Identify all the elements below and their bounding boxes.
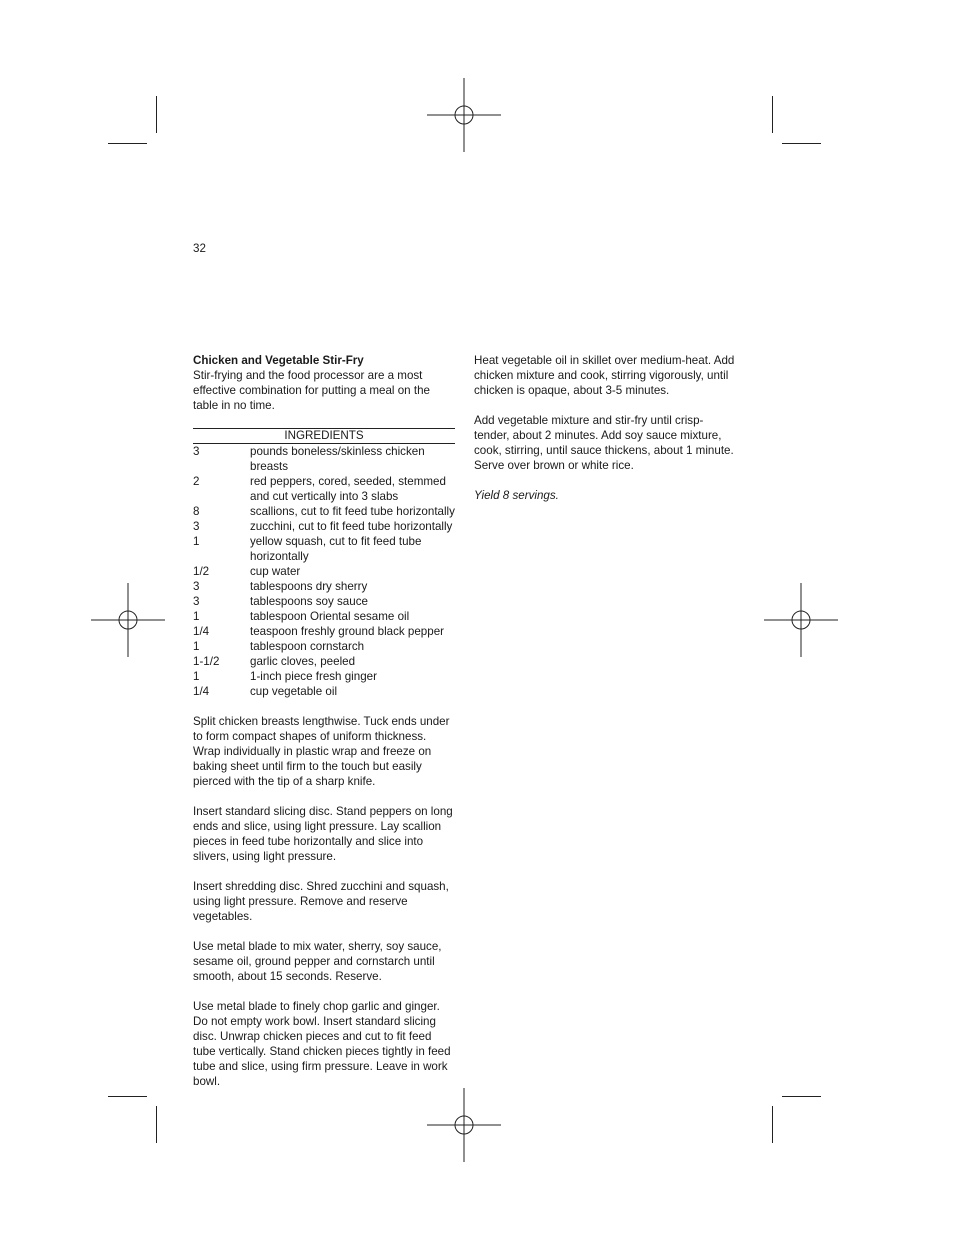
- ingredient-quantity: 1: [193, 610, 200, 623]
- ingredient-quantity: 1: [193, 670, 200, 683]
- ingredient-row: [193, 654, 455, 669]
- ingredient-description: scallions, cut to fit feed tube horizontally: [250, 505, 455, 518]
- instruction-paragraph: Use metal blade to finely chop garlic and ginger. Do not empty work bowl. Insert standard slicing disc. Unwrap chicken pieces and cut to fit feed tube vertically. Stand chicken pieces tightly in feed tube and slice, using firm pressure. Leave in work bowl.: [193, 1000, 451, 1088]
- ingredient-row: [193, 564, 455, 579]
- ingredient-description: zucchini, cut to fit feed tube horizontally: [250, 520, 453, 533]
- crop-mark-bottom-right-vertical: [772, 1106, 773, 1143]
- ingredient-quantity: 1: [193, 535, 200, 548]
- crop-mark-bottom-left-vertical: [156, 1106, 157, 1143]
- ingredient-row: [193, 444, 455, 474]
- ingredient-quantity: 2: [193, 475, 200, 488]
- ingredient-quantity: 3: [193, 580, 200, 593]
- crop-mark-top-right-vertical: [772, 96, 773, 133]
- ingredient-row: [193, 624, 455, 639]
- ingredient-quantity: 1-1/2: [193, 655, 220, 668]
- ingredient-row: [193, 504, 455, 519]
- steps-right: [474, 353, 736, 473]
- ingredient-row: [193, 609, 455, 624]
- crop-mark-top-left-vertical: [156, 96, 157, 133]
- ingredient-description: tablespoons soy sauce: [250, 595, 368, 608]
- ingredient-description: tablespoon Oriental sesame oil: [250, 610, 410, 623]
- ingredient-description: tablespoons dry sherry: [250, 580, 368, 593]
- crop-mark-top-left-horizontal: [108, 143, 147, 144]
- ingredient-quantity: 3: [193, 520, 200, 533]
- instruction-paragraph: Add vegetable mixture and stir-fry until crisp-tender, about 2 minutes. Add soy sauce mixture, cook, stirring, until sauce thickens, about 1 minute. Serve over brown or white rice.: [474, 414, 734, 472]
- registration-mark-right: [764, 583, 838, 657]
- registration-mark-left: [91, 583, 165, 657]
- crop-mark-top-right-horizontal: [782, 143, 821, 144]
- left-column: [193, 353, 455, 1104]
- ingredient-description: teaspoon freshly ground black pepper: [250, 625, 445, 638]
- ingredient-quantity: 1/2: [193, 565, 210, 578]
- recipe-yield: Yield 8 servings.: [474, 489, 559, 502]
- ingredient-row: [193, 684, 455, 699]
- ingredient-description: 1-inch piece fresh ginger: [250, 670, 377, 683]
- ingredient-row: [193, 474, 455, 504]
- recipe-intro: Stir-frying and the food processor are a most effective combination for putting a meal on the table in no time.: [193, 369, 430, 412]
- instruction-paragraph: Insert shredding disc. Shred zucchini and squash, using light pressure. Remove and reserve vegetables.: [193, 880, 449, 923]
- ingredient-description: cup vegetable oil: [250, 685, 338, 698]
- crop-mark-bottom-right-horizontal: [782, 1096, 821, 1097]
- ingredient-quantity: 3: [193, 595, 200, 608]
- ingredient-row: [193, 579, 455, 594]
- instruction-paragraph: Use metal blade to mix water, sherry, soy sauce, sesame oil, ground pepper and cornstarch until smooth, about 15 seconds. Reserve.: [193, 940, 442, 983]
- ingredient-row: [193, 639, 455, 654]
- ingredient-description: tablespoon cornstarch: [250, 640, 365, 653]
- ingredient-description: red peppers, cored, seeded, stemmed and cut vertically into 3 slabs: [250, 475, 446, 503]
- ingredient-description: pounds boneless/skinless chicken breasts: [250, 445, 425, 473]
- ingredient-quantity: 1/4: [193, 625, 210, 638]
- right-column: [474, 353, 736, 503]
- ingredients-header: INGREDIENTS: [193, 429, 455, 444]
- recipe-title: Chicken and Vegetable Stir-Fry: [193, 354, 364, 367]
- ingredient-description: garlic cloves, peeled: [250, 655, 356, 668]
- crop-mark-bottom-left-horizontal: [108, 1096, 147, 1097]
- instruction-paragraph: Heat vegetable oil in skillet over medium-heat. Add chicken mixture and cook, stirring vigorously, until chicken is opaque, about 3-5 minutes.: [474, 354, 735, 397]
- ingredient-description: yellow squash, cut to fit feed tube horizontally: [250, 535, 422, 563]
- steps-left: [193, 714, 455, 1089]
- instruction-paragraph: Split chicken breasts lengthwise. Tuck ends under to form compact shapes of uniform thickness. Wrap individually in plastic wrap and freeze on baking sheet until firm to the touch but easily pierced with the tip of a sharp knife.: [193, 715, 450, 788]
- ingredient-row: [193, 534, 455, 564]
- ingredient-quantity: 8: [193, 505, 200, 518]
- ingredient-quantity: 1: [193, 640, 200, 653]
- instruction-paragraph: Insert standard slicing disc. Stand peppers on long ends and slice, using light pressure. Lay scallion pieces in feed tube horizontally and slice into slivers, using light pressure.: [193, 805, 453, 863]
- ingredient-quantity: 3: [193, 445, 200, 458]
- ingredient-row: [193, 594, 455, 609]
- registration-mark-top: [427, 78, 501, 152]
- ingredient-row: [193, 519, 455, 534]
- ingredients-table: [193, 428, 455, 699]
- ingredient-row: [193, 669, 455, 684]
- page-number: 32: [193, 242, 206, 255]
- ingredients-list: [193, 444, 455, 699]
- ingredient-quantity: 1/4: [193, 685, 210, 698]
- ingredient-description: cup water: [250, 565, 301, 578]
